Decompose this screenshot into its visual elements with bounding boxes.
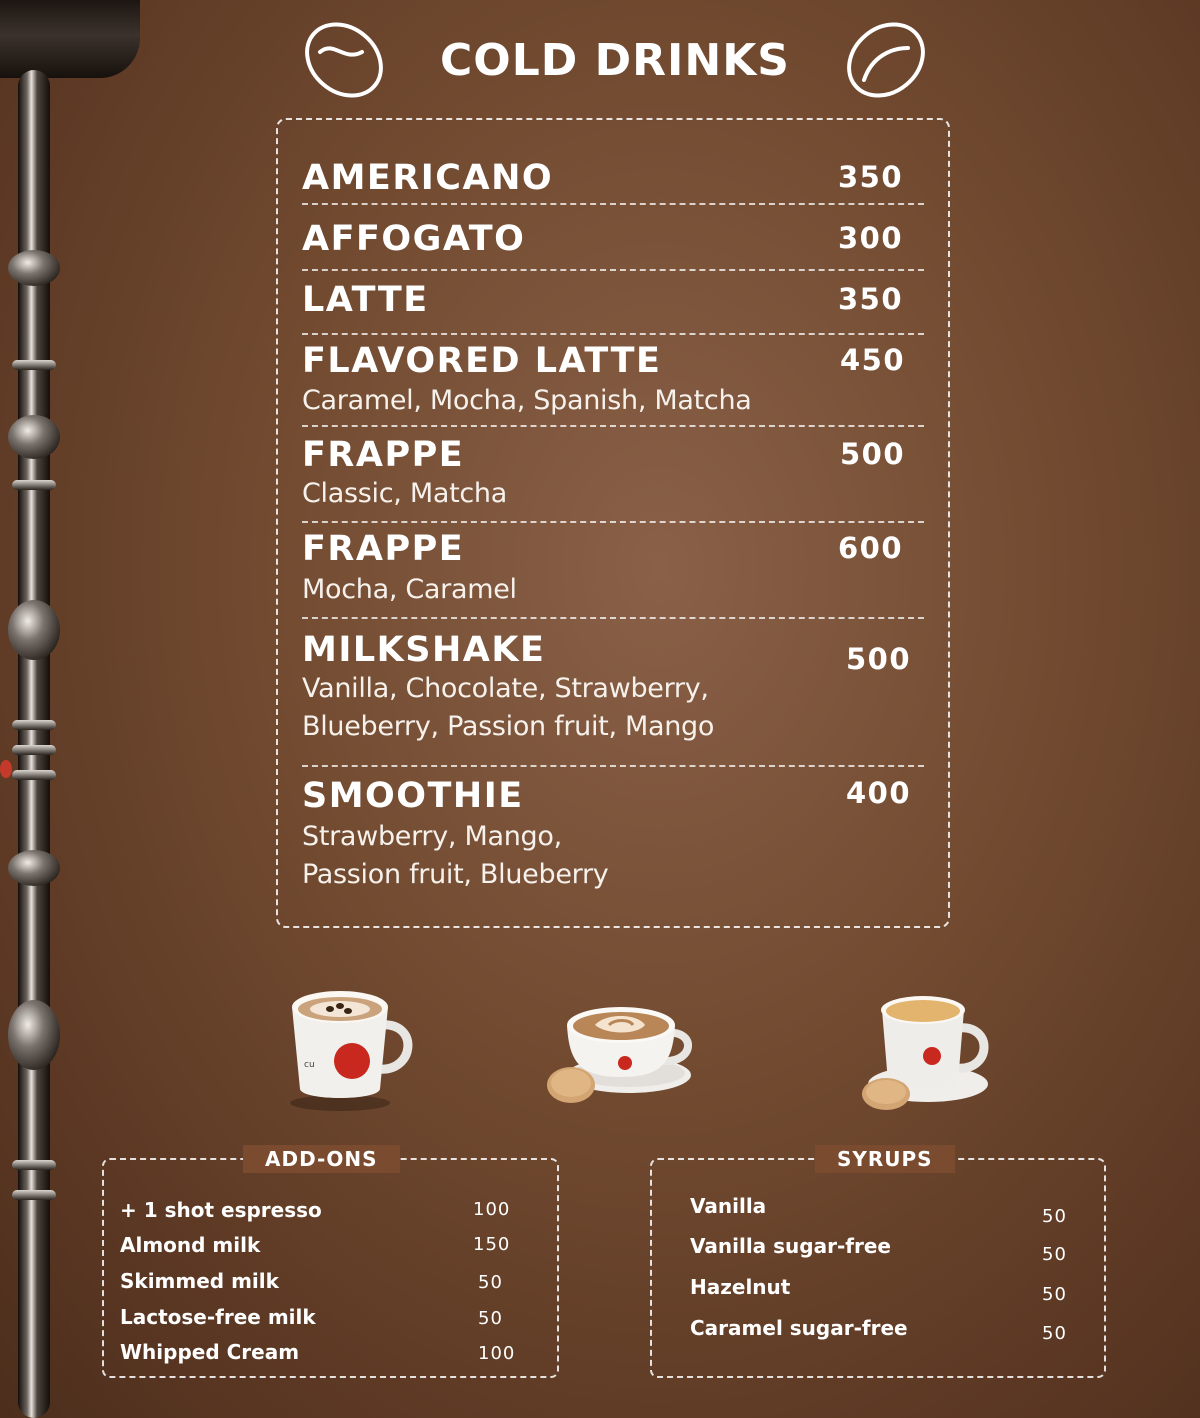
syrup-name: Vanilla [690,1194,767,1218]
red-bead [0,760,12,778]
hookah-ring [12,1160,56,1170]
syrup-name: Caramel sugar-free [690,1316,908,1340]
item-price: 500 [840,437,906,471]
addon-name: + 1 shot espresso [120,1198,322,1222]
syrup-price: 50 [1042,1284,1067,1305]
syrup-price: 50 [1042,1323,1067,1344]
item-price: 300 [838,221,904,255]
item-description: Caramel, Mocha, Spanish, Matcha [302,385,752,416]
item-description: Passion fruit, Blueberry [302,859,609,890]
hookah-bulb [8,600,60,660]
item-description: Classic, Matcha [302,478,507,509]
syrup-price: 50 [1042,1244,1067,1265]
addon-price: 150 [473,1234,511,1255]
hookah-bowl [0,0,140,78]
cappuccino-cup-icon [280,985,420,1115]
addon-name: Whipped Cream [120,1340,300,1364]
addon-name: Almond milk [120,1233,261,1257]
latte-art-cup-icon [545,995,705,1113]
hookah-bulb [8,1000,60,1070]
hookah-ring [12,480,56,490]
hookah-bulb [8,850,60,886]
hookah-ring [12,770,56,780]
menu-item [302,158,924,205]
title-row [300,18,930,102]
item-description: Blueberry, Passion fruit, Mango [302,711,715,742]
addon-price: 50 [478,1272,503,1293]
addon-price: 50 [478,1308,503,1329]
page-title: COLD DRINKS [440,34,790,86]
hookah-ring [12,720,56,730]
menu-item [302,529,924,619]
syrups-label: SYRUPS [815,1145,955,1173]
syrup-price: 50 [1042,1206,1067,1227]
syrup-name: Vanilla sugar-free [690,1234,891,1258]
menu-item [302,219,924,271]
menu-item [302,776,924,906]
item-name: SMOOTHIE [302,776,524,816]
addon-name: Lactose-free milk [120,1305,316,1329]
syrup-name: Hazelnut [690,1275,791,1299]
addon-price: 100 [478,1343,516,1364]
item-price: 350 [838,282,904,316]
item-name: AFFOGATO [302,219,526,259]
syrups-box [650,1158,1106,1378]
hookah-bulb [8,250,60,286]
hookah-ring [12,745,56,755]
item-price: 500 [846,642,912,676]
item-price: 600 [838,531,904,565]
addon-name: Skimmed milk [120,1269,279,1293]
item-name: LATTE [302,280,429,320]
item-name: FRAPPE [302,529,465,569]
coffee-bean-icon [300,18,388,102]
item-description: Mocha, Caramel [302,574,517,605]
hookah-ring [12,1190,56,1200]
coffee-bean-icon [842,18,930,102]
add-ons-label: ADD-ONS [243,1145,400,1173]
item-description: Strawberry, Mango, [302,821,562,852]
item-price: 350 [838,160,904,194]
item-description: Vanilla, Chocolate, Strawberry, [302,673,709,704]
item-price: 400 [846,776,912,810]
item-name: AMERICANO [302,158,554,198]
item-name: MILKSHAKE [302,630,546,670]
hookah-ring [12,360,56,370]
item-name: FLAVORED LATTE [302,341,662,381]
hookah-pipe-decoration [0,0,90,1418]
item-name: FRAPPE [302,435,465,475]
item-price: 450 [840,343,906,377]
menu-item [302,280,924,335]
menu-item [302,435,924,523]
espresso-cup-icon [858,988,998,1114]
addon-price: 100 [473,1199,511,1220]
menu-item [302,630,924,767]
menu-item [302,341,924,427]
hookah-bulb [8,415,60,459]
svg-text:cu: cu [304,1060,315,1070]
